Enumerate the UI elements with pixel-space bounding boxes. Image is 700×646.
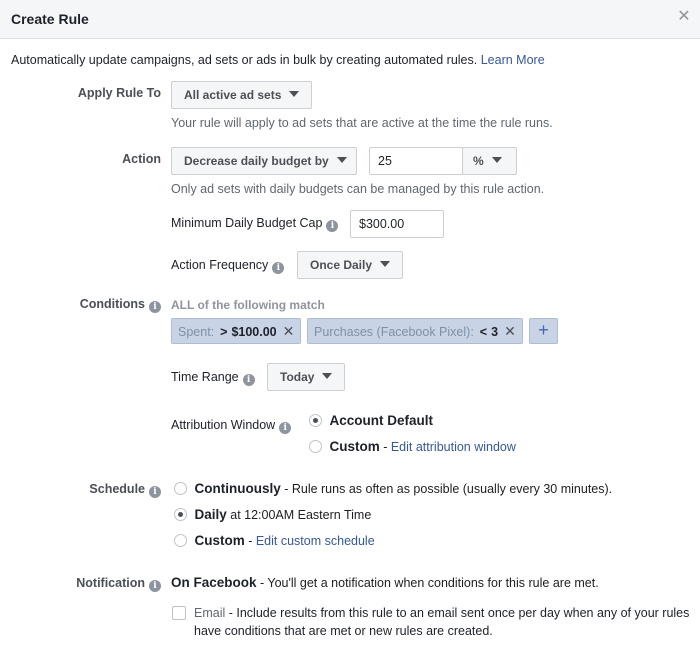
info-icon[interactable]: i (149, 301, 161, 313)
notification-facebook (171, 575, 599, 590)
intro-text (11, 53, 545, 67)
email-label: Email (194, 606, 226, 620)
condition-operator: > (220, 325, 228, 339)
info-icon[interactable]: i (149, 580, 161, 592)
caret-down-icon (492, 157, 502, 163)
condition-token-purchases[interactable] (307, 318, 523, 344)
info-icon[interactable]: i (279, 422, 291, 434)
attribution-label (171, 418, 291, 434)
notification-email-line1 (194, 606, 689, 620)
action-unit-selected: % (473, 154, 484, 168)
edit-attribution-link[interactable]: Edit attribution window (390, 440, 516, 454)
condition-field: Purchases (Facebook Pixel): (314, 325, 474, 339)
caret-down-icon (337, 157, 347, 163)
action-unit-dropdown[interactable] (462, 147, 517, 175)
apply-rule-label: Apply Rule To (77, 86, 161, 100)
min-cap-input[interactable]: $300.00 (350, 210, 444, 238)
separator: - (244, 534, 256, 548)
frequency-dropdown[interactable] (297, 251, 403, 279)
info-icon[interactable]: i (326, 220, 338, 232)
info-icon[interactable]: i (243, 374, 255, 386)
info-icon[interactable]: i (272, 262, 284, 274)
time-range-selected: Today (280, 370, 315, 384)
radio-button[interactable] (309, 414, 322, 427)
schedule-option-label: Custom (194, 533, 245, 548)
attribution-label-text: Attribution Window (171, 418, 276, 432)
email-detail-line1: - Include results from this rule to an email sent once per day when any of your rules (225, 606, 690, 620)
frequency-label (171, 258, 284, 274)
condition-token-spent[interactable] (171, 318, 301, 344)
apply-rule-selected: All active ad sets (184, 88, 282, 102)
intro-description: Automatically update campaigns, ad sets or ads in bulk by creating automated rules. (11, 53, 478, 67)
schedule-option-custom[interactable] (174, 533, 375, 548)
remove-condition-icon[interactable]: ✕ (504, 323, 516, 339)
schedule-option-detail: - Rule runs as often as possible (usually every 30 minutes). (280, 482, 613, 496)
conditions-match-text: ALL of the following match (171, 298, 325, 312)
notification-label-text: Notification (76, 576, 145, 590)
time-range-label (171, 370, 255, 386)
add-condition-button[interactable]: + (529, 318, 558, 344)
attribution-option-custom[interactable] (309, 439, 516, 454)
info-icon[interactable]: i (149, 486, 161, 498)
condition-field: Spent: (178, 325, 215, 339)
action-amount-input[interactable]: 25 (369, 147, 463, 175)
schedule-label (60, 482, 161, 498)
dialog-title: Create Rule (11, 11, 89, 27)
attribution-option-label: Account Default (329, 413, 433, 428)
action-label: Action (122, 152, 161, 166)
notification-email-line2: have conditions that are met or new rules are created. (194, 624, 493, 638)
radio-button[interactable] (309, 440, 322, 453)
condition-operator: < (479, 325, 488, 339)
learn-more-link[interactable]: Learn More (480, 53, 545, 67)
facebook-notification-label: On Facebook (171, 575, 257, 590)
apply-rule-help: Your rule will apply to ad sets that are active at the time the rule runs. (171, 116, 553, 130)
action-selected: Decrease daily budget by (184, 154, 329, 168)
edit-schedule-link[interactable]: Edit custom schedule (255, 534, 375, 548)
caret-down-icon (322, 373, 332, 379)
frequency-label-text: Action Frequency (171, 258, 269, 272)
condition-value: $100.00 (231, 325, 277, 339)
condition-value: 3 (491, 325, 499, 339)
attribution-option-default[interactable] (309, 413, 433, 428)
facebook-notification-detail: - You'll get a notification when conditions for this rule are met. (256, 576, 599, 590)
min-cap-label (171, 216, 338, 232)
schedule-option-detail: at 12:00AM Eastern Time (226, 508, 372, 522)
caret-down-icon (289, 91, 299, 97)
attribution-option-label: Custom (329, 439, 380, 454)
action-dropdown[interactable] (171, 147, 357, 175)
conditions-label-text: Conditions (79, 297, 145, 311)
separator: - (379, 440, 391, 454)
radio-button[interactable] (174, 482, 187, 495)
close-icon[interactable]: ✕ (677, 8, 691, 25)
schedule-option-label: Continuously (194, 481, 281, 496)
radio-button[interactable] (174, 508, 187, 521)
schedule-option-label: Daily (194, 507, 227, 522)
remove-condition-icon[interactable]: ✕ (282, 323, 295, 339)
schedule-option-daily[interactable] (174, 507, 371, 522)
conditions-label (60, 297, 161, 313)
email-checkbox[interactable] (172, 606, 186, 623)
time-range-dropdown[interactable] (267, 363, 345, 391)
schedule-option-continuously[interactable] (174, 481, 612, 496)
apply-rule-dropdown[interactable] (171, 81, 312, 109)
radio-button[interactable] (174, 534, 187, 547)
notification-label (60, 576, 161, 592)
action-help: Only ad sets with daily budgets can be managed by this rule action. (171, 182, 545, 196)
schedule-label-text: Schedule (89, 482, 145, 496)
checkbox[interactable] (172, 606, 186, 620)
time-range-label-text: Time Range (171, 370, 239, 384)
dialog-header (0, 0, 700, 39)
frequency-selected: Once Daily (310, 258, 373, 272)
caret-down-icon (380, 261, 390, 267)
min-cap-label-text: Minimum Daily Budget Cap (171, 216, 323, 230)
